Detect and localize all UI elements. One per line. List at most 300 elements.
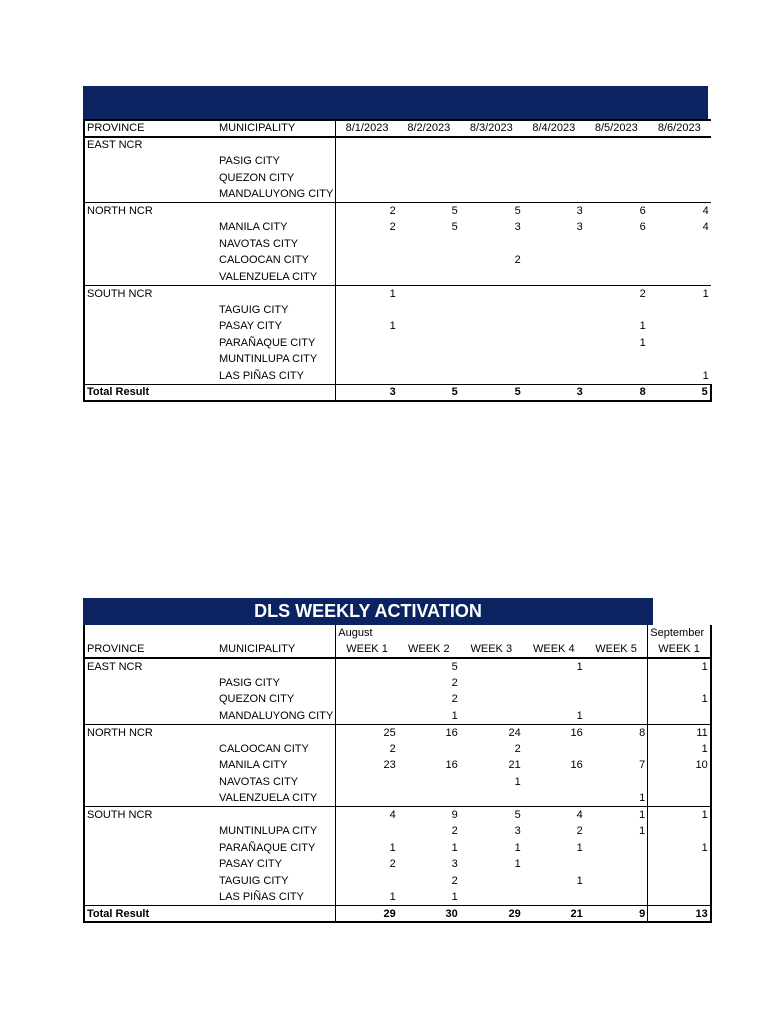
value-cell: 1 [576,841,583,854]
value-cell: 1 [585,823,648,840]
value-cell: 23 [383,759,396,772]
municipality-row [84,335,711,352]
province-cell [84,335,217,352]
municipality-label: NAVOTAS CITY [217,236,336,253]
province-label: NORTH NCR [84,724,217,741]
value-cell [648,889,711,906]
value-cell [523,368,585,385]
total-value: 13 [648,906,711,923]
province-total: 5 [460,203,523,220]
value-cell: 3 [576,221,583,234]
province-cell [84,236,217,253]
value-cell: 1 [648,840,711,857]
province-label: NORTH NCR [84,203,217,220]
value-cell [336,790,398,807]
province-cell [84,252,217,269]
province-label: SOUTH NCR [84,285,217,302]
province-cell [84,790,217,807]
municipality-label: MANILA CITY [217,757,336,774]
value-cell [398,741,460,758]
weekly-activation-table [83,625,712,923]
value-cell: 16 [570,759,583,772]
province-row [84,658,711,675]
total-label: Total Result [84,906,217,923]
value-cell [460,153,523,170]
total-row [84,384,711,401]
total-value: 8 [585,384,648,401]
column-header: PROVINCE [84,642,217,659]
value-cell [336,186,398,203]
municipality-row [84,774,711,791]
value-cell [398,269,460,286]
municipality-row [84,823,711,840]
province-total [460,658,523,675]
value-cell [336,368,398,385]
province-total: 9 [398,807,460,824]
municipality-label: MUNTINLUPA CITY [217,823,336,840]
month-spacer [585,625,648,642]
province-row [84,203,711,220]
value-cell [460,318,523,335]
value-cell [585,691,648,708]
province-total: 1 [585,807,648,824]
value-cell [460,790,523,807]
value-cell [523,153,585,170]
province-total: 5 [398,203,460,220]
value-cell [585,351,648,368]
province-row [84,807,711,824]
column-header: 8/6/2023 [648,120,711,137]
province-total: 1 [648,285,711,302]
municipality-label: VALENZUELA CITY [217,269,336,286]
province-row [84,724,711,741]
province-total: 25 [336,724,398,741]
column-header: WEEK 2 [398,642,460,659]
province-cell [84,873,217,890]
province-total: 2 [585,285,648,302]
value-cell [648,856,711,873]
province-total [398,137,460,154]
value-cell: 5 [451,221,458,234]
value-cell [523,856,585,873]
total-value: 3 [336,384,398,401]
value-cell [336,774,398,791]
month-spacer [217,625,336,642]
value-cell [585,269,648,286]
column-header: 8/4/2023 [523,120,585,137]
value-cell [398,170,460,187]
province-label: EAST NCR [84,137,217,154]
province-cell [84,368,217,385]
total-value: 5 [648,384,711,401]
value-cell [460,170,523,187]
value-cell: 2 [451,693,458,706]
municipality-cell [217,137,336,154]
value-cell [523,318,585,335]
value-cell [585,302,648,319]
value-cell [585,252,648,269]
value-cell: 1 [389,841,396,854]
total-value: 30 [398,906,460,923]
value-cell [648,153,711,170]
value-cell [523,302,585,319]
municipality-cell [217,285,336,302]
municipality-label: MANILA CITY [217,219,336,236]
municipality-label: TAGUIG CITY [217,873,336,890]
municipality-row [84,302,711,319]
municipality-label: CALOOCAN CITY [217,252,336,269]
value-cell [523,351,585,368]
value-cell [585,856,648,873]
municipality-row [84,269,711,286]
value-cell [523,236,585,253]
province-total: 4 [523,807,585,824]
value-cell [585,840,648,857]
value-cell [523,269,585,286]
value-cell [460,302,523,319]
province-cell [84,774,217,791]
value-cell [648,318,711,335]
municipality-row [84,757,711,774]
province-total: 16 [523,724,585,741]
province-total [523,285,585,302]
daily-activation-banner [83,86,708,120]
total-value: 9 [585,906,648,923]
column-header: PROVINCE [84,120,217,137]
municipality-label: MANDALUYONG CITY [217,186,336,203]
municipality-cell [217,807,336,824]
province-total: 24 [460,724,523,741]
province-total [648,137,711,154]
value-cell [398,790,460,807]
value-cell: 6 [639,221,646,234]
municipality-row [84,840,711,857]
value-cell [336,252,398,269]
value-cell: 1 [514,775,521,788]
value-cell [336,675,398,692]
municipality-label: MUNTINLUPA CITY [217,351,336,368]
column-header: WEEK 4 [523,642,585,659]
province-total [336,137,398,154]
value-cell [523,675,585,692]
header-row [84,642,711,659]
value-cell [460,873,523,890]
value-cell: 2 [389,221,396,234]
value-cell: 1 [451,709,458,722]
municipality-label: PASAY CITY [217,856,336,873]
value-cell [336,170,398,187]
value-cell: 2 [451,825,458,838]
value-cell: 2 [514,254,521,267]
province-cell [84,823,217,840]
province-row [84,137,711,154]
month-spacer [398,625,460,642]
province-cell [84,153,217,170]
municipality-label: CALOOCAN CITY [217,741,336,758]
municipality-row [84,368,711,385]
municipality-row [84,236,711,253]
month-spacer [84,625,217,642]
value-cell [336,302,398,319]
value-cell [460,236,523,253]
value-cell: 10 [648,757,711,774]
value-cell [398,368,460,385]
total-value: 5 [398,384,460,401]
value-cell: 1 [639,320,646,333]
month-label-august: August [338,627,373,640]
total-label: Total Result [84,384,217,401]
column-header: WEEK 1 [648,642,711,659]
total-value: 21 [523,906,585,923]
municipality-label: PARAÑAQUE CITY [217,335,336,352]
value-cell [585,675,648,692]
province-total [336,658,398,675]
column-header: WEEK 5 [585,642,648,659]
value-cell [585,741,648,758]
value-cell [648,790,711,807]
value-cell [585,153,648,170]
value-cell [648,708,711,725]
municipality-cell [217,203,336,220]
column-header: 8/1/2023 [336,120,398,137]
municipality-row [84,252,711,269]
value-cell: 3 [451,858,458,871]
value-cell [460,675,523,692]
value-cell [523,774,585,791]
province-cell [84,741,217,758]
province-cell [84,840,217,857]
value-cell: 3 [514,221,521,234]
province-total [585,137,648,154]
municipality-label: QUEZON CITY [217,170,336,187]
municipality-label: PASAY CITY [217,318,336,335]
value-cell [336,691,398,708]
value-cell [336,708,398,725]
value-cell [336,153,398,170]
municipality-row [84,691,711,708]
province-total [460,137,523,154]
total-row [84,906,711,923]
total-spacer [217,384,336,401]
province-total [585,658,648,675]
province-cell [84,186,217,203]
value-cell: 2 [389,858,396,871]
municipality-row [84,708,711,725]
municipality-cell [217,658,336,675]
province-cell [84,757,217,774]
municipality-row [84,219,711,236]
column-header: MUNICIPALITY [217,642,336,659]
value-cell [585,236,648,253]
value-cell [585,873,648,890]
province-total: 16 [398,724,460,741]
value-cell [336,873,398,890]
value-cell [460,708,523,725]
municipality-row [84,318,711,335]
province-total: 1 [648,658,711,675]
municipality-row [84,153,711,170]
value-cell: 16 [445,759,458,772]
municipality-row [84,186,711,203]
value-cell: 4 [702,221,709,234]
value-cell [648,351,711,368]
value-cell [523,170,585,187]
month-row [84,625,711,642]
daily-activation-table [83,119,712,402]
value-cell: 2 [451,676,458,689]
province-cell [84,219,217,236]
value-cell: 1 [576,874,583,887]
value-cell [648,823,711,840]
province-cell [84,318,217,335]
province-cell [84,889,217,906]
value-cell [460,889,523,906]
municipality-label: LAS PIÑAS CITY [217,889,336,906]
value-cell: 2 [389,742,396,755]
province-cell [84,856,217,873]
municipality-row [84,790,711,807]
province-total [398,285,460,302]
weekly-activation-title: DLS WEEKLY ACTIVATION [83,598,653,625]
value-cell: 1 [389,320,396,333]
province-total: 4 [648,203,711,220]
municipality-label: LAS PIÑAS CITY [217,368,336,385]
municipality-label: TAGUIG CITY [217,302,336,319]
value-cell [336,236,398,253]
month-spacer [460,625,523,642]
month-label-september: September [648,625,711,642]
province-total: 5 [451,660,458,673]
value-cell: 2 [451,874,458,887]
municipality-row [84,675,711,692]
value-cell [398,351,460,368]
province-total: 11 [648,724,711,741]
column-header: WEEK 3 [460,642,523,659]
value-cell [398,335,460,352]
value-cell: 1 [451,891,458,903]
value-cell [648,675,711,692]
municipality-row [84,889,711,906]
value-cell [523,335,585,352]
province-total [460,285,523,302]
value-cell [585,889,648,906]
column-header: MUNICIPALITY [217,120,336,137]
province-total [523,137,585,154]
value-cell [585,708,648,725]
province-total: 1 [336,285,398,302]
municipality-label: PASIG CITY [217,153,336,170]
province-total: 2 [336,203,398,220]
value-cell [398,318,460,335]
municipality-label: VALENZUELA CITY [217,790,336,807]
value-cell: 1 [585,790,648,807]
total-value: 5 [460,384,523,401]
value-cell [336,269,398,286]
value-cell [585,368,648,385]
value-cell [336,823,398,840]
value-cell: 1 [514,841,521,854]
province-total: 4 [336,807,398,824]
value-cell [648,186,711,203]
value-cell [398,186,460,203]
month-spacer [523,625,585,642]
total-value: 29 [460,906,523,923]
province-total: 6 [585,203,648,220]
total-value: 3 [523,384,585,401]
municipality-row [84,856,711,873]
value-cell [523,889,585,906]
province-total: 8 [585,724,648,741]
municipality-cell [217,724,336,741]
value-cell [398,236,460,253]
value-cell [648,873,711,890]
province-row [84,285,711,302]
province-cell [84,708,217,725]
value-cell [460,269,523,286]
value-cell [648,252,711,269]
value-cell [523,790,585,807]
municipality-row [84,170,711,187]
province-label: SOUTH NCR [84,807,217,824]
value-cell [398,774,460,791]
value-cell [585,774,648,791]
value-cell [648,269,711,286]
province-total: 5 [460,807,523,824]
header-row [84,120,711,137]
province-total: 1 [576,660,583,673]
value-cell [398,153,460,170]
value-cell [523,252,585,269]
value-cell [585,186,648,203]
value-cell [336,335,398,352]
value-cell [460,335,523,352]
value-cell: 1 [576,709,583,722]
value-cell [460,351,523,368]
province-cell [84,675,217,692]
province-cell [84,170,217,187]
municipality-label: MANDALUYONG CITY [217,708,336,725]
value-cell [648,236,711,253]
value-cell: 2 [514,742,521,755]
value-cell [648,774,711,791]
value-cell [585,170,648,187]
column-header: 8/3/2023 [460,120,523,137]
value-cell: 1 [702,369,709,382]
value-cell: 1 [389,891,396,903]
column-header: 8/5/2023 [585,120,648,137]
value-cell: 21 [508,759,521,772]
province-cell [84,302,217,319]
value-cell [460,368,523,385]
municipality-label: NAVOTAS CITY [217,774,336,791]
value-cell: 1 [514,858,521,871]
value-cell [523,741,585,758]
municipality-row [84,873,711,890]
column-header: WEEK 1 [336,642,398,659]
value-cell: 3 [514,825,521,838]
value-cell: 1 [639,336,646,349]
municipality-row [84,741,711,758]
province-label: EAST NCR [84,658,217,675]
value-cell [460,691,523,708]
value-cell [648,302,711,319]
value-cell: 1 [648,691,711,708]
province-total: 1 [648,807,711,824]
municipality-label: QUEZON CITY [217,691,336,708]
column-header: 8/2/2023 [398,120,460,137]
value-cell [523,186,585,203]
province-cell [84,691,217,708]
